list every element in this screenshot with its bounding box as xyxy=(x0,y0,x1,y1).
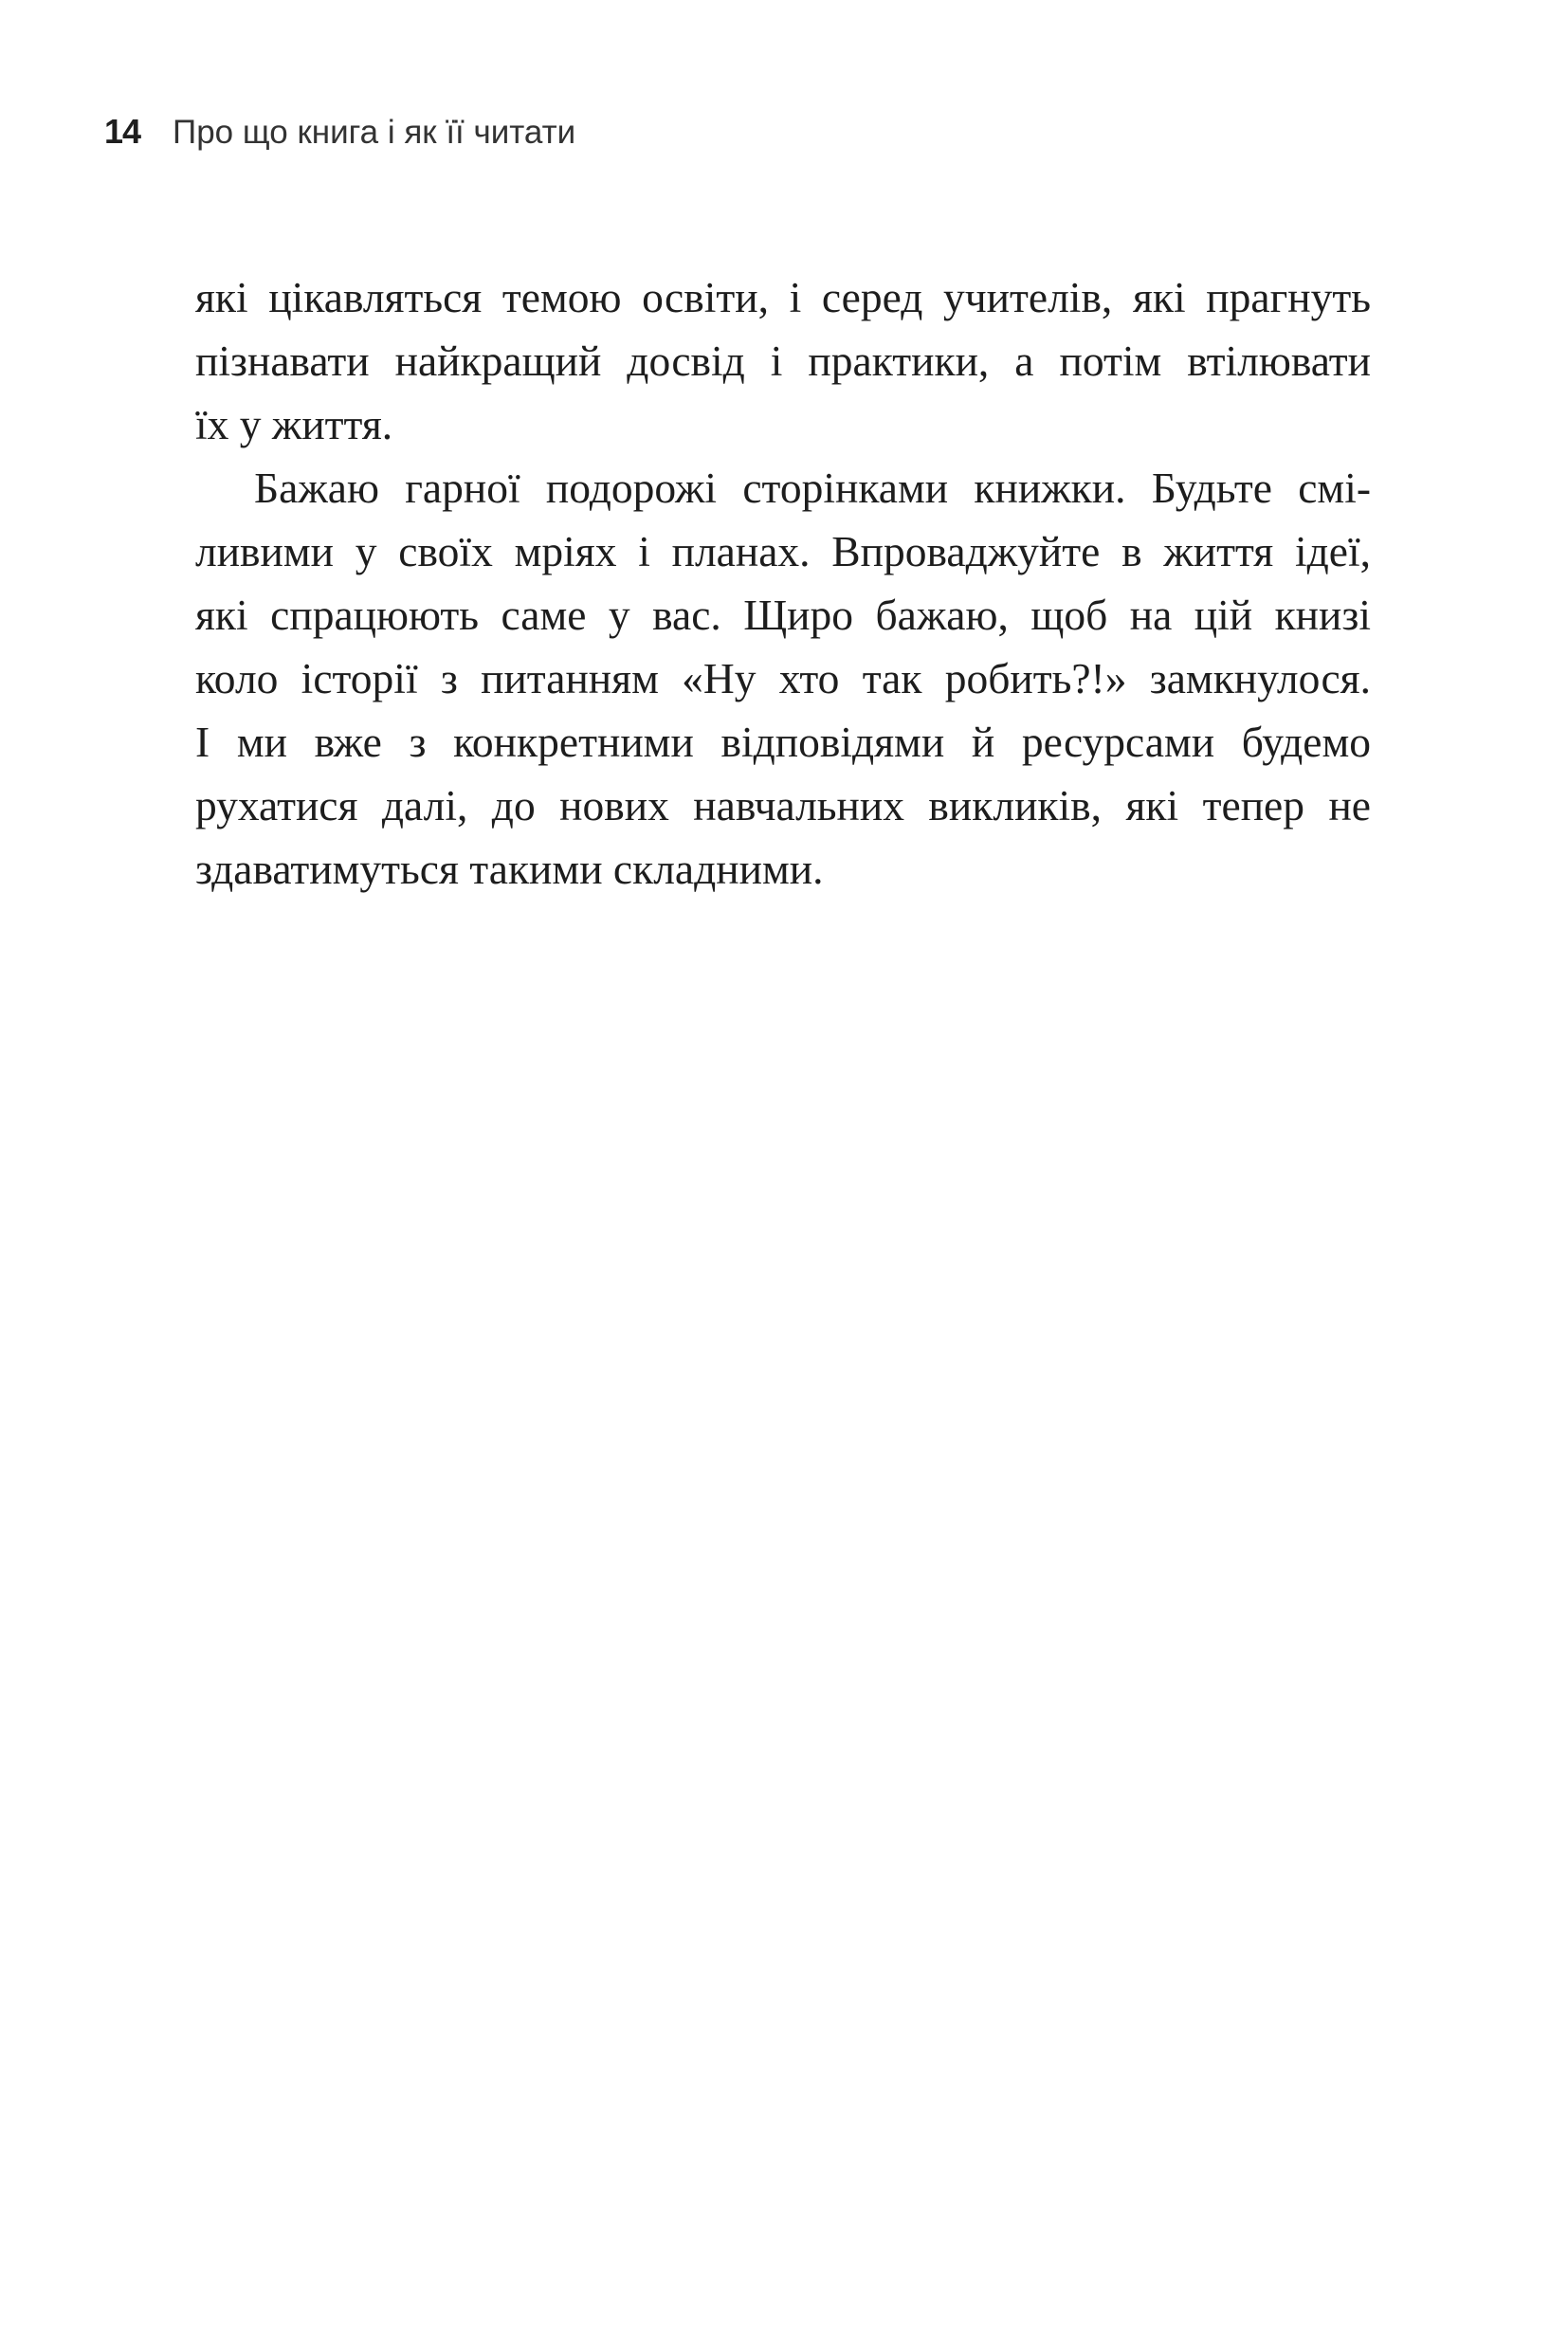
paragraph-1 xyxy=(195,265,1371,456)
text-line: Бажаю гарної подорожі сторінками книжки. Будьте смі- xyxy=(254,464,1371,512)
text-line: які цікавляться темою освіти, і серед учителів, які прагнуть xyxy=(195,273,1371,321)
text-line: коло історії з питанням «Ну хто так робить?!» замкнулося. xyxy=(195,654,1371,702)
text-line: ливими у своїх мріях і планах. Впроваджуйте в життя ідеї, xyxy=(195,527,1371,575)
running-head xyxy=(104,112,575,159)
text-line: І ми вже з конкретними відповідями й ресурсами будемо xyxy=(195,718,1371,766)
text-line: пізнавати найкращий досвід і практики, а потім втілювати xyxy=(195,337,1371,385)
text-line: які спрацюють саме у вас. Щиро бажаю, щоб на цій книзі xyxy=(195,591,1371,639)
paragraph-2 xyxy=(195,456,1371,901)
body-text xyxy=(195,265,1371,901)
text-line: рухатися далі, до нових навчальних викликів, які тепер не xyxy=(195,781,1371,829)
page-number: 14 xyxy=(104,112,141,151)
running-title: Про що книга і як її читати xyxy=(173,114,576,151)
text-line: здаватимуться такими складними. xyxy=(195,845,824,893)
text-line: їх у життя. xyxy=(195,400,393,448)
